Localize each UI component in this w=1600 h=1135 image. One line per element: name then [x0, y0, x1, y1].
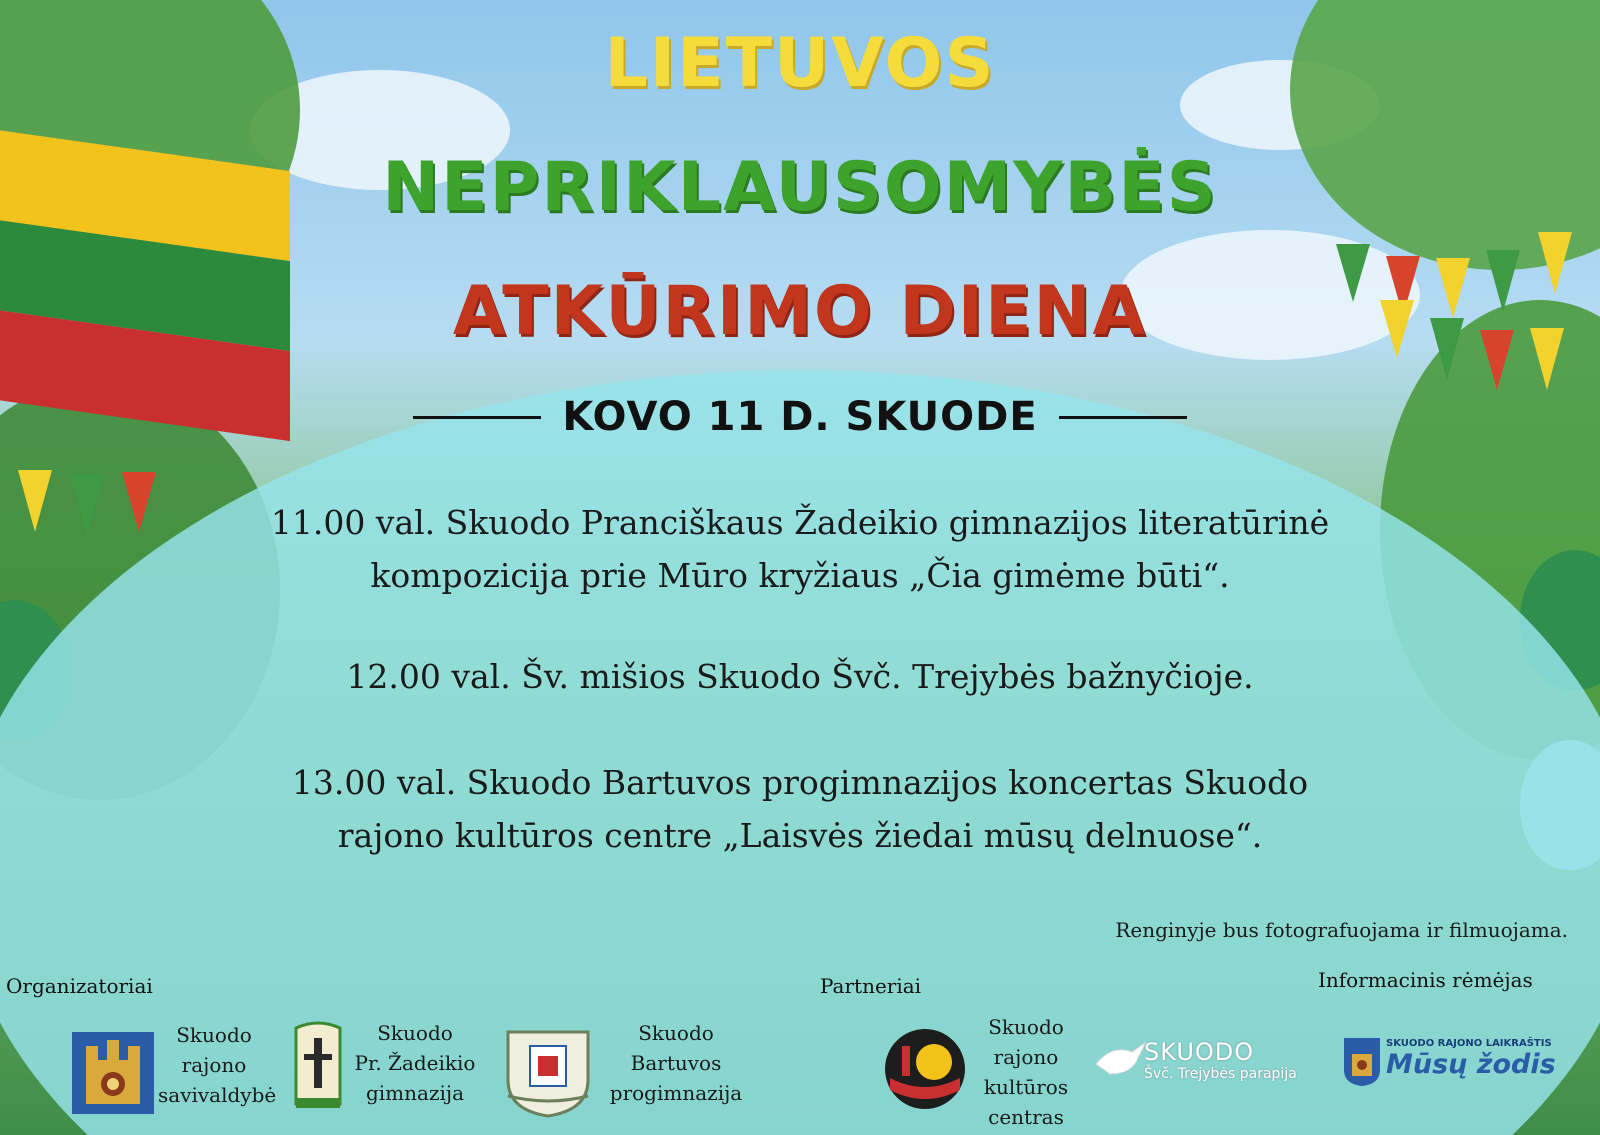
- parish-subtitle: Švč. Trejybės parapija: [1144, 1066, 1297, 1082]
- organizer-1-line: rajono: [181, 1053, 247, 1077]
- organizer-3-name: [606, 1018, 746, 1108]
- partners-heading: Partneriai: [820, 974, 922, 998]
- parish-name: SKUODO: [1144, 1038, 1255, 1066]
- title-line-2: NEPRIKLAUSOMYBĖS: [382, 148, 1218, 227]
- event-3-line-2: rajono kultūros centre „Laisvės žiedai mūsų delnuose“.: [337, 816, 1263, 855]
- media-sponsor-heading: Informacinis rėmėjas: [1318, 968, 1533, 992]
- partner-1-line: kultūros: [983, 1075, 1069, 1099]
- bartuva-school-emblem-icon: [500, 1026, 596, 1118]
- partner-1-line: centras: [988, 1105, 1064, 1129]
- organizer-2-name: [350, 1018, 480, 1108]
- event-3: [0, 756, 1600, 862]
- organizer-1-name: [158, 1020, 277, 1110]
- organizers-heading: Organizatoriai: [6, 974, 153, 998]
- partner-1-line: rajono: [993, 1045, 1059, 1069]
- parish-logo: [1144, 1038, 1324, 1082]
- organizer-3-line: progimnazija: [609, 1081, 743, 1105]
- organizer-3-line: Skuodo: [638, 1021, 714, 1045]
- divider-line: [413, 416, 541, 419]
- organizer-2-line: Pr. Žadeikio: [354, 1051, 476, 1075]
- organizer-2-line: gimnazija: [365, 1081, 465, 1105]
- organizer-1-line: savivaldybė: [158, 1083, 277, 1107]
- culture-center-logo-icon: [884, 1028, 966, 1110]
- partner-1-line: Skuodo: [988, 1015, 1064, 1039]
- event-2: [0, 650, 1600, 703]
- event-2-line-1: 12.00 val. Šv. mišios Skuodo Švč. Trejybės bažnyčioje.: [346, 657, 1254, 696]
- newspaper-logo: [1386, 1038, 1596, 1081]
- organizer-2-line: Skuodo: [377, 1021, 453, 1045]
- date-row: [0, 394, 1600, 440]
- newspaper-tagline: SKUODO RAJONO LAIKRAŠTIS: [1386, 1038, 1552, 1049]
- event-1-line-2: kompozicija prie Mūro kryžiaus „Čia gimėme būti“.: [370, 556, 1230, 595]
- skuodas-municipality-crest-icon: [72, 1032, 154, 1114]
- newspaper-crest-icon: [1342, 1036, 1382, 1088]
- divider-line: [1059, 416, 1187, 419]
- organizer-1-line: Skuodo: [176, 1023, 252, 1047]
- title-line-3: ATKŪRIMO DIENA: [452, 272, 1148, 351]
- title-line-1: LIETUVOS: [604, 24, 996, 103]
- event-3-line-1: 13.00 val. Skuodo Bartuvos progimnazijos koncertas Skuodo: [291, 763, 1309, 802]
- event-1-line-1: 11.00 val. Skuodo Pranciškaus Žadeikio gimnazijos literatūrinė: [270, 503, 1330, 542]
- newspaper-name: Mūsų žodis: [1386, 1049, 1556, 1080]
- organizer-3-line: Bartuvos: [630, 1051, 722, 1075]
- photo-notice: Renginyje bus fotografuojama ir filmuojama.: [1115, 918, 1568, 942]
- zadeikio-gymnasium-logo-icon: [290, 1018, 346, 1114]
- partner-1-name: [976, 1012, 1076, 1132]
- event-1: [0, 496, 1600, 602]
- event-date: KOVO 11 D. SKUODE: [562, 394, 1038, 440]
- dove-icon: [1092, 1034, 1148, 1084]
